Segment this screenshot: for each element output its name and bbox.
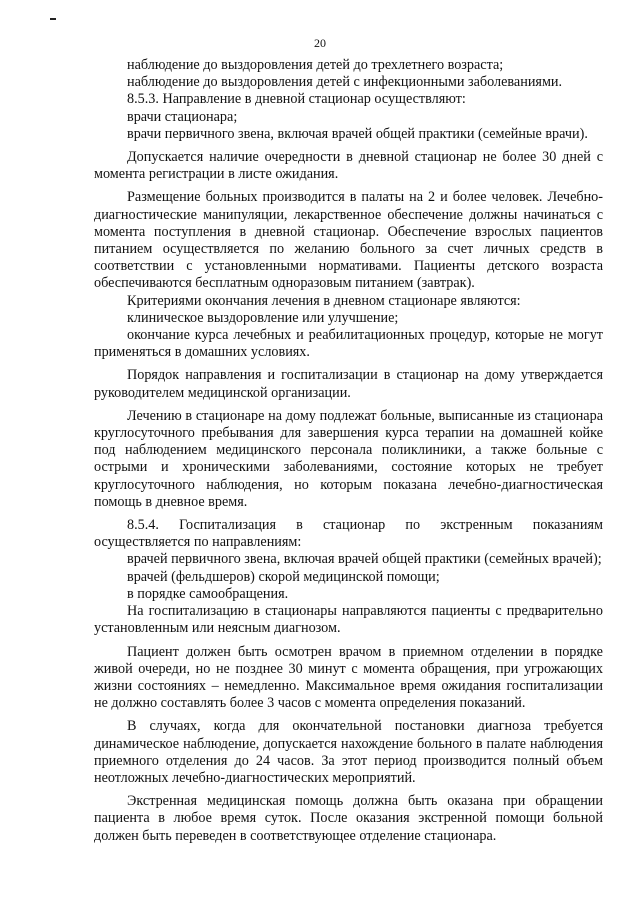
paragraph: Экстренная медицинская помощь должна быть оказана при обращении пациента в любое время суток. После оказания экстренной помощи больной должен быть переведен в соответствующее отделение стационара.: [94, 793, 603, 844]
paragraph: наблюдение до выздоровления детей до трехлетнего возраста;: [127, 57, 504, 73]
paragraph: врачей первичного звена, включая врачей общей практики (семейных врачей);: [127, 551, 602, 568]
paragraph: врачи стационара;: [127, 108, 238, 125]
section-heading-8-5-4: 8.5.4. Госпитализация в стационар по экстренным показаниям осуществляется по направлениям:: [94, 517, 603, 551]
paragraph: В случаях, когда для окончательной постановки диагноза требуется динамическое наблюдение, допускается нахождение больного в палате наблюдения приемного отделения до 24 часов. За этот период производится полный объем неотложных лечебно-диагностических мероприятий.: [94, 718, 603, 786]
paragraph: в порядке самообращения.: [127, 585, 289, 602]
paragraph: Лечению в стационаре на дому подлежат больные, выписанные из стационара круглосуточного пребывания для завершения курса терапии на домашней койке под наблюдением медицинского персонала поликлиники, а также больные с острыми и хроническими заболеваниями, состояние которых не требует круглосуточного наблюдения, но которым показана лечебно-диагностическая помощь в дневное время.: [94, 407, 603, 510]
paragraph: На госпитализацию в стационары направляются пациенты с предварительно установленным или неясным диагнозом.: [94, 603, 603, 637]
page-body: [94, 57, 603, 845]
page-number: 20: [314, 36, 326, 50]
paragraph: окончание курса лечебных и реабилитационных процедур, которые не могут применяться в домашних условиях.: [94, 327, 603, 361]
paragraph: Порядок направления и госпитализации в стационар на дому утверждается руководителем медицинской организации.: [94, 367, 603, 401]
paragraph: Размещение больных производится в палаты на 2 и более человек. Лечебно-диагностические манипуляции, лекарственное обеспечение должны начинаться с момента поступления в дневной стационар. Обеспечение взрослых пациентов питанием осуществляется по желанию больного за счет личных средств в соответствии с установленными нормативами. Пациенты детского возраста обеспечиваются бесплатным одноразовым питанием (завтрак).: [94, 189, 603, 292]
paragraph: наблюдение до выздоровления детей с инфекционными заболеваниями.: [127, 74, 563, 91]
paragraph: клиническое выздоровление или улучшение;: [127, 309, 399, 326]
paragraph: врачей (фельдшеров) скорой медицинской помощи;: [127, 568, 440, 585]
paragraph: Пациент должен быть осмотрен врачом в приемном отделении в порядке живой очереди, но не позднее 30 минут с момента обращения, при угрожающих жизни состояниях – немедленно. Максимальное время ожидания госпитализации не должно составлять более 3 часов с момента определения показаний.: [94, 643, 603, 712]
paragraph: врачи первичного звена, включая врачей общей практики (семейные врачи).: [127, 125, 588, 142]
scan-artifact-mark: [50, 18, 56, 20]
paragraph: Критериями окончания лечения в дневном стационаре являются:: [127, 292, 521, 309]
paragraph: Допускается наличие очередности в дневной стационар не более 30 дней с момента регистрации в листе ожидания.: [94, 149, 603, 183]
section-heading-8-5-3: 8.5.3. Направление в дневной стационар осуществляют:: [127, 91, 466, 108]
